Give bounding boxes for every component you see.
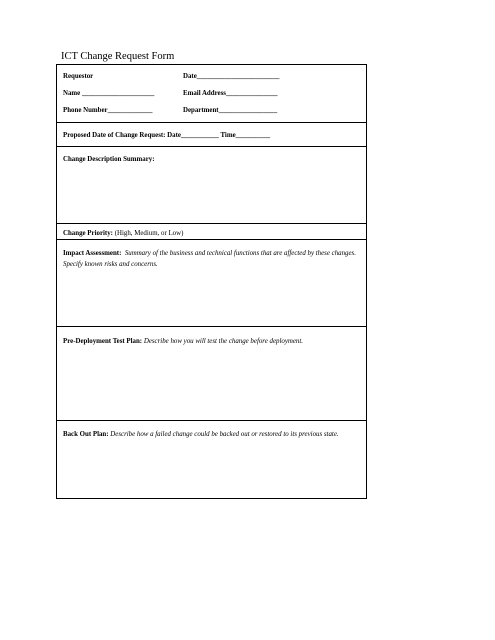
name-field[interactable]: Name _____________________ <box>63 90 155 97</box>
impact-assessment-description: Summary of the business and technical functions that are affected by these changes. Specify known risks and concerns. <box>63 250 356 268</box>
test-plan-section[interactable] <box>57 326 366 420</box>
back-out-plan-section[interactable] <box>57 420 366 498</box>
change-description-label: Change Description Summary: <box>63 156 155 163</box>
proposed-date-section <box>57 122 366 146</box>
requestor-label: Requestor <box>63 73 94 80</box>
change-priority-section[interactable] <box>57 223 366 239</box>
change-request-form <box>56 64 367 499</box>
change-description-section[interactable] <box>57 146 366 223</box>
department-field[interactable]: Department_________________ <box>183 107 278 114</box>
phone-number-field[interactable]: Phone Number_____________ <box>63 107 153 114</box>
impact-assessment-text <box>63 248 363 270</box>
test-plan-description: Describe how you will test the change before deployment. <box>143 338 303 345</box>
back-out-plan-label: Back Out Plan: <box>63 431 109 438</box>
form-title: ICT Change Request Form <box>61 51 175 62</box>
email-address-field[interactable]: Email Address_______________ <box>183 90 278 97</box>
change-priority-label: Change Priority: <box>63 230 113 237</box>
impact-assessment-label: Impact Assessment: <box>63 250 122 257</box>
date-field[interactable]: Date________________________ <box>183 73 280 80</box>
change-priority-row <box>63 229 183 238</box>
change-priority-options: (High, Medium, or Low) <box>114 230 184 237</box>
back-out-plan-description: Describe how a failed change could be backed out or restored to its previous state. <box>110 431 339 438</box>
back-out-plan-text <box>63 429 363 440</box>
test-plan-text <box>63 337 303 346</box>
impact-assessment-section[interactable] <box>57 239 366 326</box>
proposed-date-field[interactable]: Proposed Date of Change Request: Date___________ Time__________ <box>63 132 271 139</box>
test-plan-label: Pre-Deployment Test Plan: <box>63 338 143 345</box>
